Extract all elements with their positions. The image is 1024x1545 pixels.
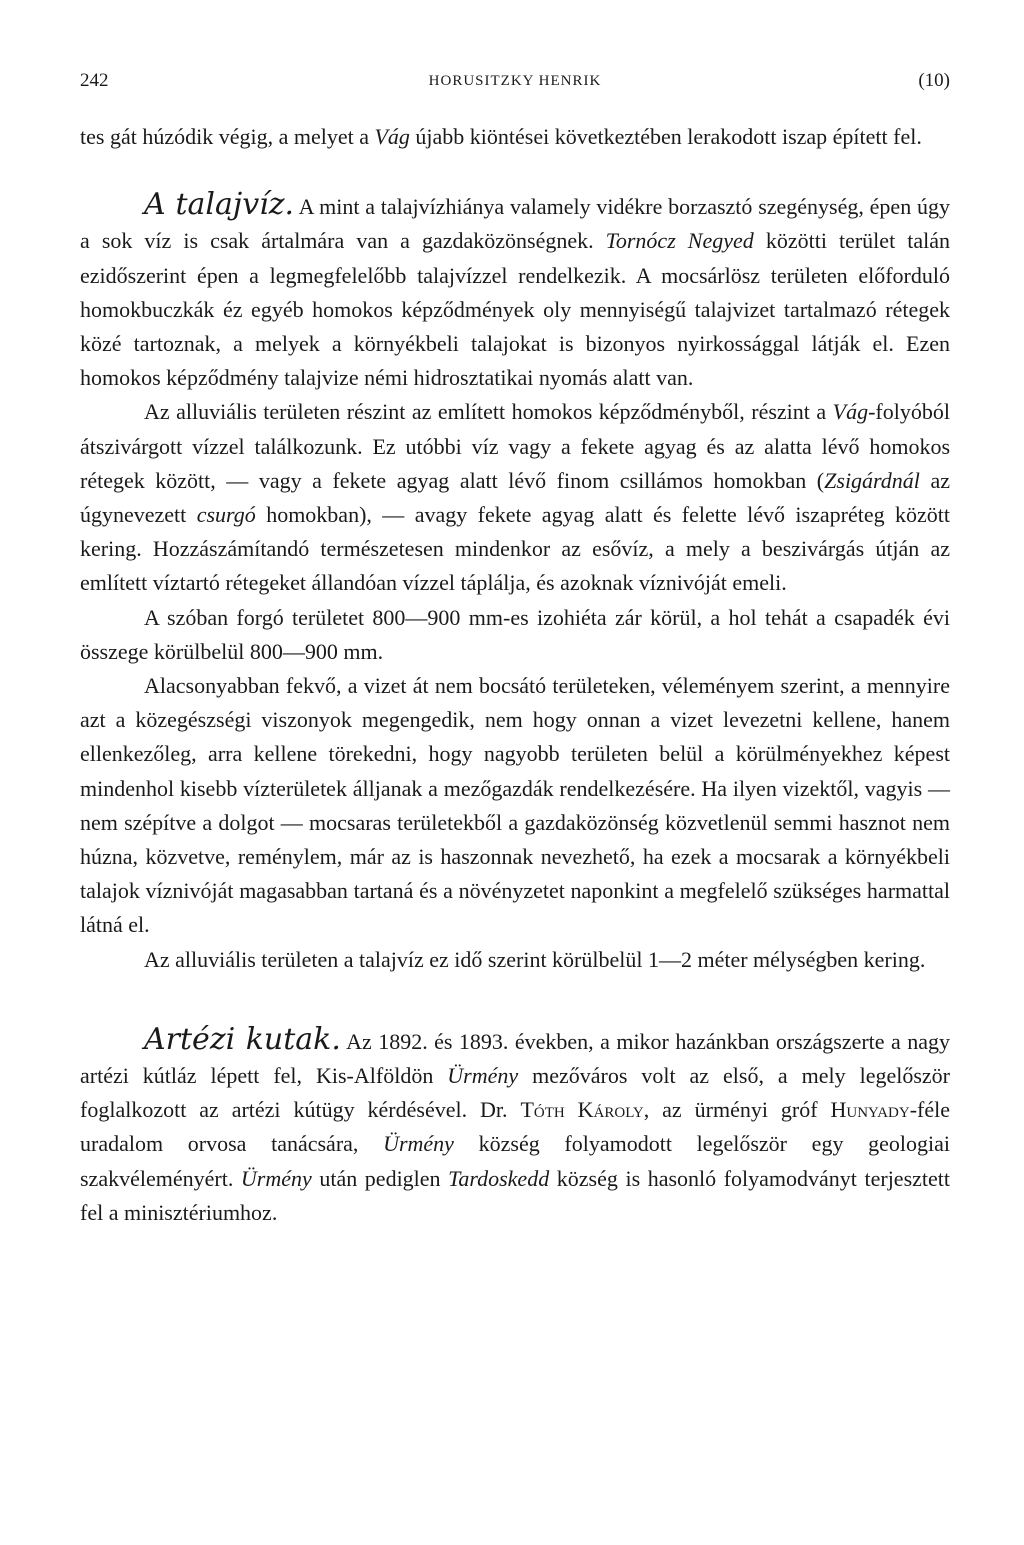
text-run: Az 1892. és 1893. években, a mikor hazánkban országszerte a nagy artézi kútláz lépett fel, Kis-Alföldön bbox=[80, 1028, 950, 1089]
italic-run: Zsigárdnál bbox=[824, 467, 920, 493]
paragraph-artezi bbox=[80, 1023, 950, 1230]
paragraph-alluvialis bbox=[80, 395, 950, 600]
italic-run: Vág bbox=[374, 124, 410, 149]
text-run: tes gát húzódik végig, a melyet a bbox=[80, 124, 375, 149]
text-run: közötti terület talán ezidőszerint épen a legmegfelelőbb talajvízzel rendelkezik. A mocsárlösz területen előforduló homokbuczkák éz egyéb homokos képződmények oly mennyiségű talajvizet tartalmazó rétegek közé tartoznak, a melyek a környékbeli talajokat is bizonyos nyirkossággal látják el. Ezen homokos képződmény talajvize némi hidrosztatikai nyomás alatt van. bbox=[80, 228, 950, 391]
page-number: 242 bbox=[80, 70, 109, 91]
body-text bbox=[80, 120, 950, 1230]
paragraph-talajviz bbox=[80, 188, 950, 395]
running-title: HORUSITZKY HENRIK bbox=[428, 73, 602, 89]
italic-run: Vág bbox=[832, 399, 869, 425]
paragraph-1 bbox=[80, 120, 950, 154]
part-number: (10) bbox=[918, 70, 950, 91]
italic-run: Tardoskedd bbox=[448, 1165, 550, 1191]
italic-run: csurgó bbox=[196, 502, 256, 528]
text-run: mezőváros volt az első, a mely legelőször foglalkozott az artézi kútügy kérdésével. Dr. bbox=[80, 1063, 950, 1123]
paragraph-melyseg bbox=[80, 943, 950, 977]
text-run: község folyamodott legelőször egy geologiai szakvéleményért. bbox=[80, 1131, 950, 1191]
italic-run: Ürmény bbox=[383, 1131, 454, 1157]
text-run: homokban), — avagy fekete agyag alatt és felette lévő iszapréteg között kering. Hozzászámítandó természetesen mindenkor az esővíz, a mely a beszivárgás útján az említett víztartó rétegeket állandóan vízzel táplálja, és azoknak víznivóját emeli. bbox=[80, 502, 950, 596]
text-run: Az alluviális területen a talajvíz ez idő szerint körülbelül 1—2 méter mélységben kering. bbox=[144, 946, 926, 972]
text-run: -féle uradalom orvosa tanácsára, bbox=[80, 1097, 951, 1157]
text-run: után pediglen bbox=[311, 1165, 449, 1191]
text-run: Alacsonyabban fekvő, a vizet át nem bocsátó területeken, véleményem szerint, a mennyire azt a közegészségi viszonyok megengedik, nem hogy onnan a vizet levezetni kellene, hanem ellenkezőleg, arra kellene törekedni, hogy nagyobb területen belül a körülményekhez képest mindenhol kisebb vízterületek álljanak a mezőgazdák rendelkezésére. Ha ilyen vizektől, vagyis — nem szépítve a dolgot — mocsaras területekből a gazdaközönség közvetlenül semmi hasznot nem húzna, közvetve, reménylem, már az is haszonnak nevezhető, ha ezek a mocsarak a környékbeli talajok víznivóját magasabban tartaná és a növényzetet naponkint a megfelelő szükséges harmattal látná el. bbox=[80, 673, 950, 938]
paragraph-izohieta bbox=[80, 601, 950, 669]
italic-run: Ürmény bbox=[447, 1063, 519, 1089]
text-run: A mint a talajvízhiánya valamely vidékre borzasztó szegénység, épen úgy a sok víz is csak ártalmára van a gazdaközönségnek. bbox=[80, 194, 950, 254]
paragraph-alacsonyabban bbox=[80, 669, 950, 943]
italic-run: Tornócz Negyed bbox=[605, 228, 754, 254]
text-run: Az alluviális területen részint az említett homokos képződményből, részint a bbox=[144, 399, 833, 425]
section-heading-talajviz: A talajvíz. bbox=[144, 187, 295, 223]
smallcaps-run: Hunyady bbox=[830, 1097, 910, 1123]
page-header bbox=[80, 70, 950, 100]
text-run: az úgynevezett bbox=[80, 467, 950, 528]
text-run: újabb kiöntései következtében lerakodott iszap épített fel. bbox=[409, 124, 922, 149]
section-heading-artezi: Artézi kutak. bbox=[144, 1021, 341, 1057]
text-run: község is hasonló folyamodványt terjesztett fel a minisztériumhoz. bbox=[80, 1165, 950, 1225]
text-run: , az ürményi gróf bbox=[643, 1097, 831, 1123]
text-run: -folyóból átszivárgott vízzel találkozunk. Ez utóbbi víz vagy a fekete agyag és az alatta lévő homokos rétegek között, — vagy a fekete agyag alatt lévő finom csillámos homokban ( bbox=[80, 399, 950, 493]
text-run: A szóban forgó területet 800—900 mm-es izohiéta zár körül, a hol tehát a csapadék évi összege körülbelül 800—900 mm. bbox=[80, 604, 950, 664]
italic-run: Ürmény bbox=[240, 1165, 312, 1191]
smallcaps-run: Tóth Károly bbox=[520, 1097, 644, 1123]
